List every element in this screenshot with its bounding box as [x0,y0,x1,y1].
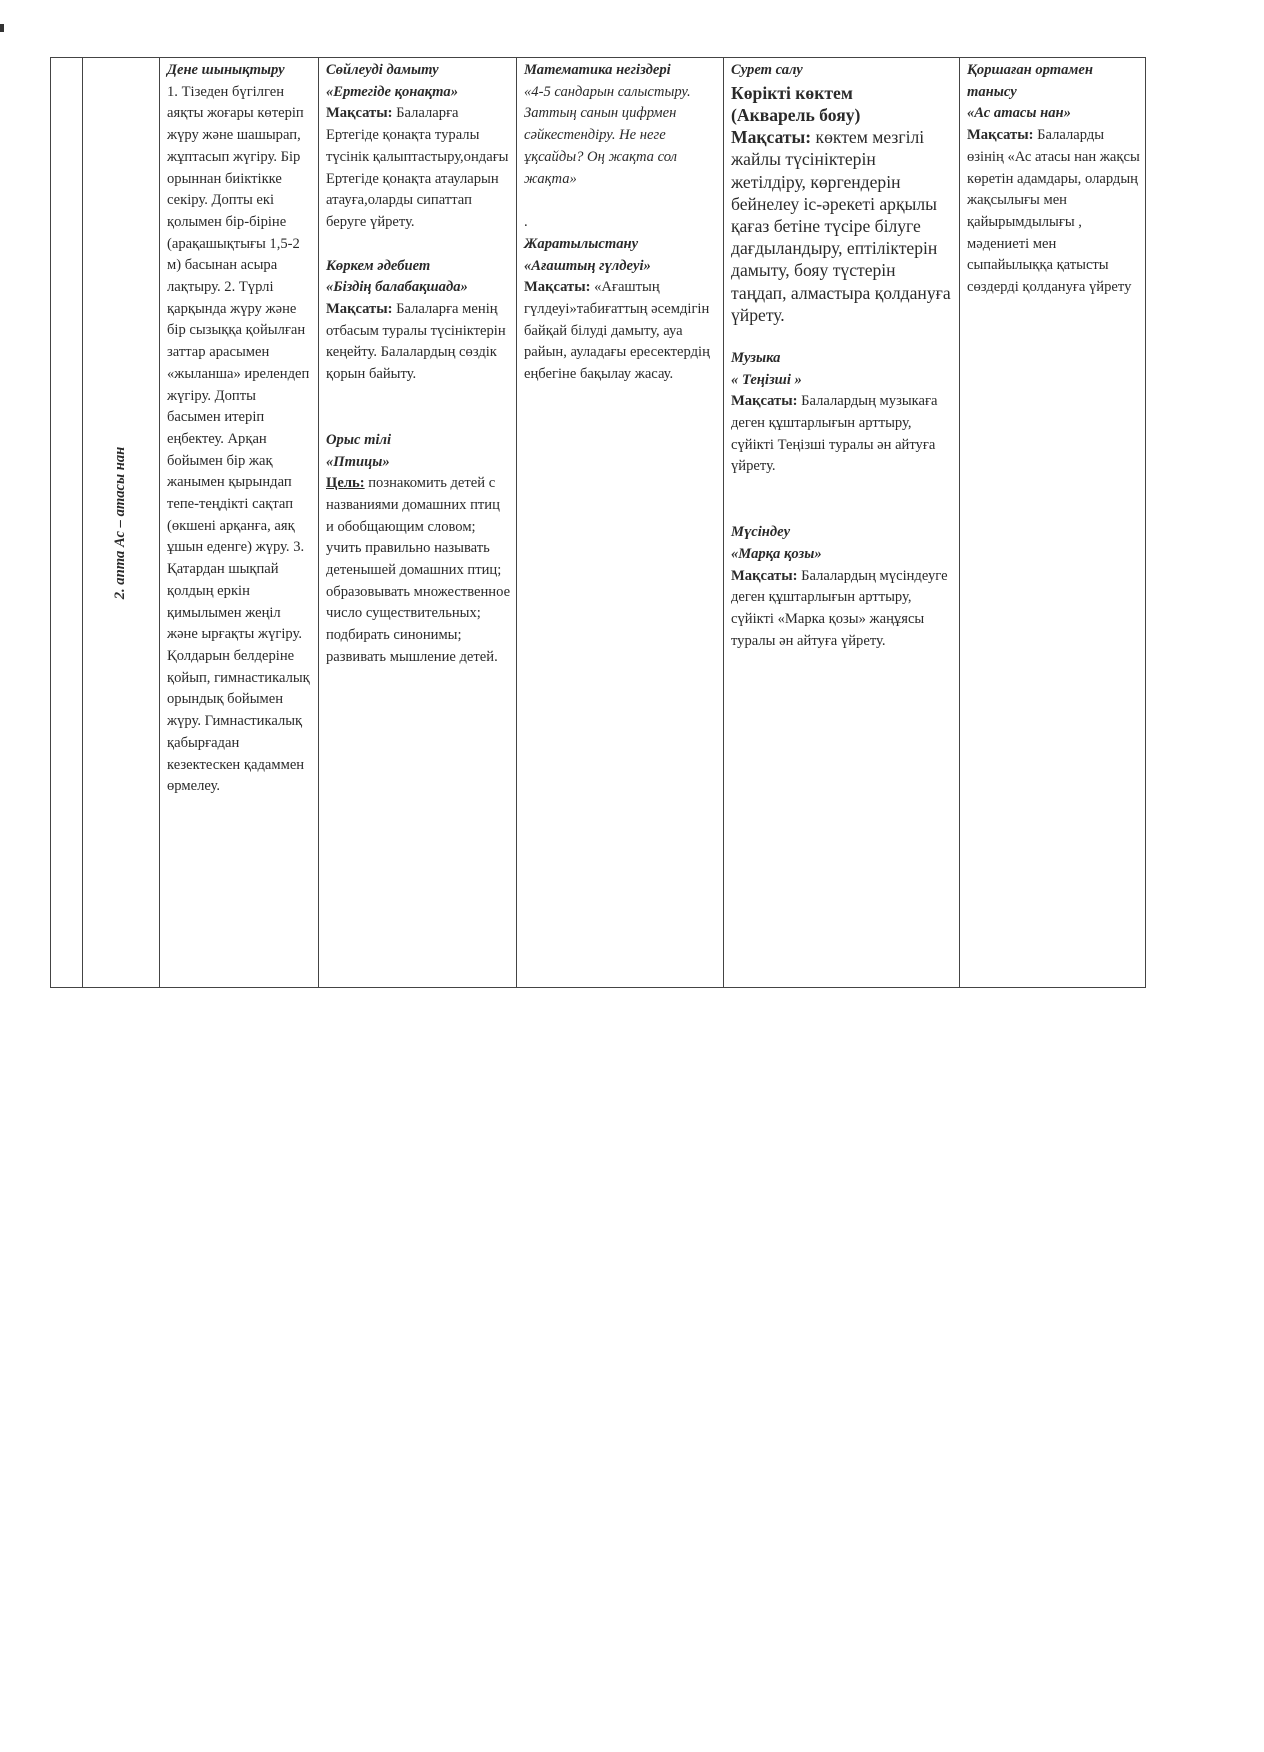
speech-literature-russian-cell [319,58,517,988]
music-goal-label: Мақсаты: [731,393,798,410]
speech-goal-label: Мақсаты: [326,105,393,122]
russian-topic: «Птицы» [326,453,390,470]
drawing-subject: Сурет салу [731,62,803,78]
literature-goal: Балаларға менің отбасым туралы түсініктерін кеңейту. Балалардың сөздік қорын байыту. [326,301,506,383]
weekly-lesson-plan-table [50,57,1146,988]
speech-topic: «Ертегіде қонақта» [326,83,459,100]
literature-goal-label: Мақсаты: [326,301,393,318]
music-subject: Музыка [731,349,781,366]
drawing-goal-label: Мақсаты: [731,127,812,148]
art-music-sculpture-cell [724,58,960,988]
math-subject: Математика негіздері [524,62,671,78]
literature-topic: «Біздің балабақшада» [326,279,468,296]
math-topic: «4-5 сандарын салыстыру. Заттың санын цифрмен сәйкестендіру. Не неге ұқсайды? Оң жақта сол жақта» [524,83,691,187]
sculpting-topic: «Марқа қозы» [731,545,822,562]
science-goal-label: Мақсаты: [524,279,591,296]
stray-dot: . [524,214,528,231]
russian-subject: Орыс тілі [326,431,392,448]
sculpting-subject: Мүсіндеу [731,524,791,541]
science-topic: «Ағаштың гүлдеуі» [524,257,651,274]
sculpting-goal-label: Мақсаты: [731,567,798,584]
physical-education-cell [160,58,319,988]
environment-goal-label: Мақсаты: [967,127,1034,144]
week-column [83,58,160,988]
week-label: 2. апта Ас – атасы нан [112,446,129,599]
lesson-plan-sheet [50,57,1146,988]
environment-topic: «Ас атасы нан» [967,105,1071,122]
math-science-cell [517,58,724,988]
russian-goal-label: Цель: [326,475,365,492]
music-goal: Балалардың музыкаға деген құштарлығын арттыру, сүйікті Теңізші туралы ән айтуға үйрету. [731,393,938,475]
drawing-topic: Көрікті көктем [731,82,853,103]
blank-column [51,58,83,988]
pe-subject: Дене шынықтыру [167,62,285,78]
science-goal: «Ағаштың гүлдеуі»табиғаттың әсемдігін байқай білуді дамыту, ауа райын, ауладағы ересектердің еңбегіне бақылау жасау. [524,279,710,383]
russian-goal: познакомить детей с названиями домашних птиц и обобщающим словом; учить правильно называть детенышей домашних птиц; образовывать множественное число существительных; подбирать синонимы; развивать мышление детей. [326,475,511,665]
drawing-subtopic: (Акварель бояу) [731,104,861,125]
science-subject: Жаратылыстану [524,235,639,252]
literature-subject: Көркем әдебиет [326,257,431,274]
sculpting-goal: Балалардың мүсіндеуге деген құштарлығын арттыру, сүйікті «Марка қозы» жаңұясы туралы ән айтуға үйрету. [731,567,948,649]
environment-subject: Қоршаған ортамен танысу [967,62,1094,100]
scan-mark [0,24,4,32]
drawing-goal: көктем мезгілі жайлы түсініктерін жетілдіру, көргендерін бейнелеу іс-әрекеті арқылы қағаз бетіне түсіре білуге дағдыландыру, ептіліктерін дамыту, бояу түстерін таңдап, алмастыра қолдануға үйрету. [731,127,951,325]
pe-activities: 1. Тізеден бүгілген аяқты жоғары көтеріп жүру және шашырап, жұптасып жүгіру. Бір орыннан биіктікке секіру. Допты екі қолымен бір-біріне (арақашықтығы 1,5-2 м) басынан асыра лақтыру. 2. Түрлі қарқында жүру және бір сызыққа қойылған заттар арасымен «жыланша» ирелендеп жүгіру. Допты басымен итеріп еңбектеу. Арқан бойымен бір жақ жанымен қырындап тепе-теңдікті сақтап (өкшені арқанға, аяқ ұшын еденге) жүру. 3. Қатардан шықпай қолдың еркін қимылымен жеңіл және ырғақты жүгіру. Қолдарын белдеріне қойып, гимнастикалық орындық бойымен жүру. Гимнастикалық қабырғадан кезектескен қадаммен өрмелеу. [167,83,310,795]
environment-goal: Балаларды өзінің «Ас атасы нан жақсы көретін адамдары, олардың жақсылығы мен қайырымдылығы , мәдениеті мен сыпайылыққа қатысты сөздерді қолдануға үйрету [967,127,1140,296]
music-topic: « Теңізші » [731,371,802,388]
speech-goal: Балаларға Ертегіде қонақта туралы түсінік қалыптастыру,ондағы Ертегіде қонақта атауларын атауға,оларды сипаттап беруге үйрету. [326,105,509,230]
speech-subject: Сөйлеуді дамыту [326,62,439,78]
environment-cell [960,58,1146,988]
